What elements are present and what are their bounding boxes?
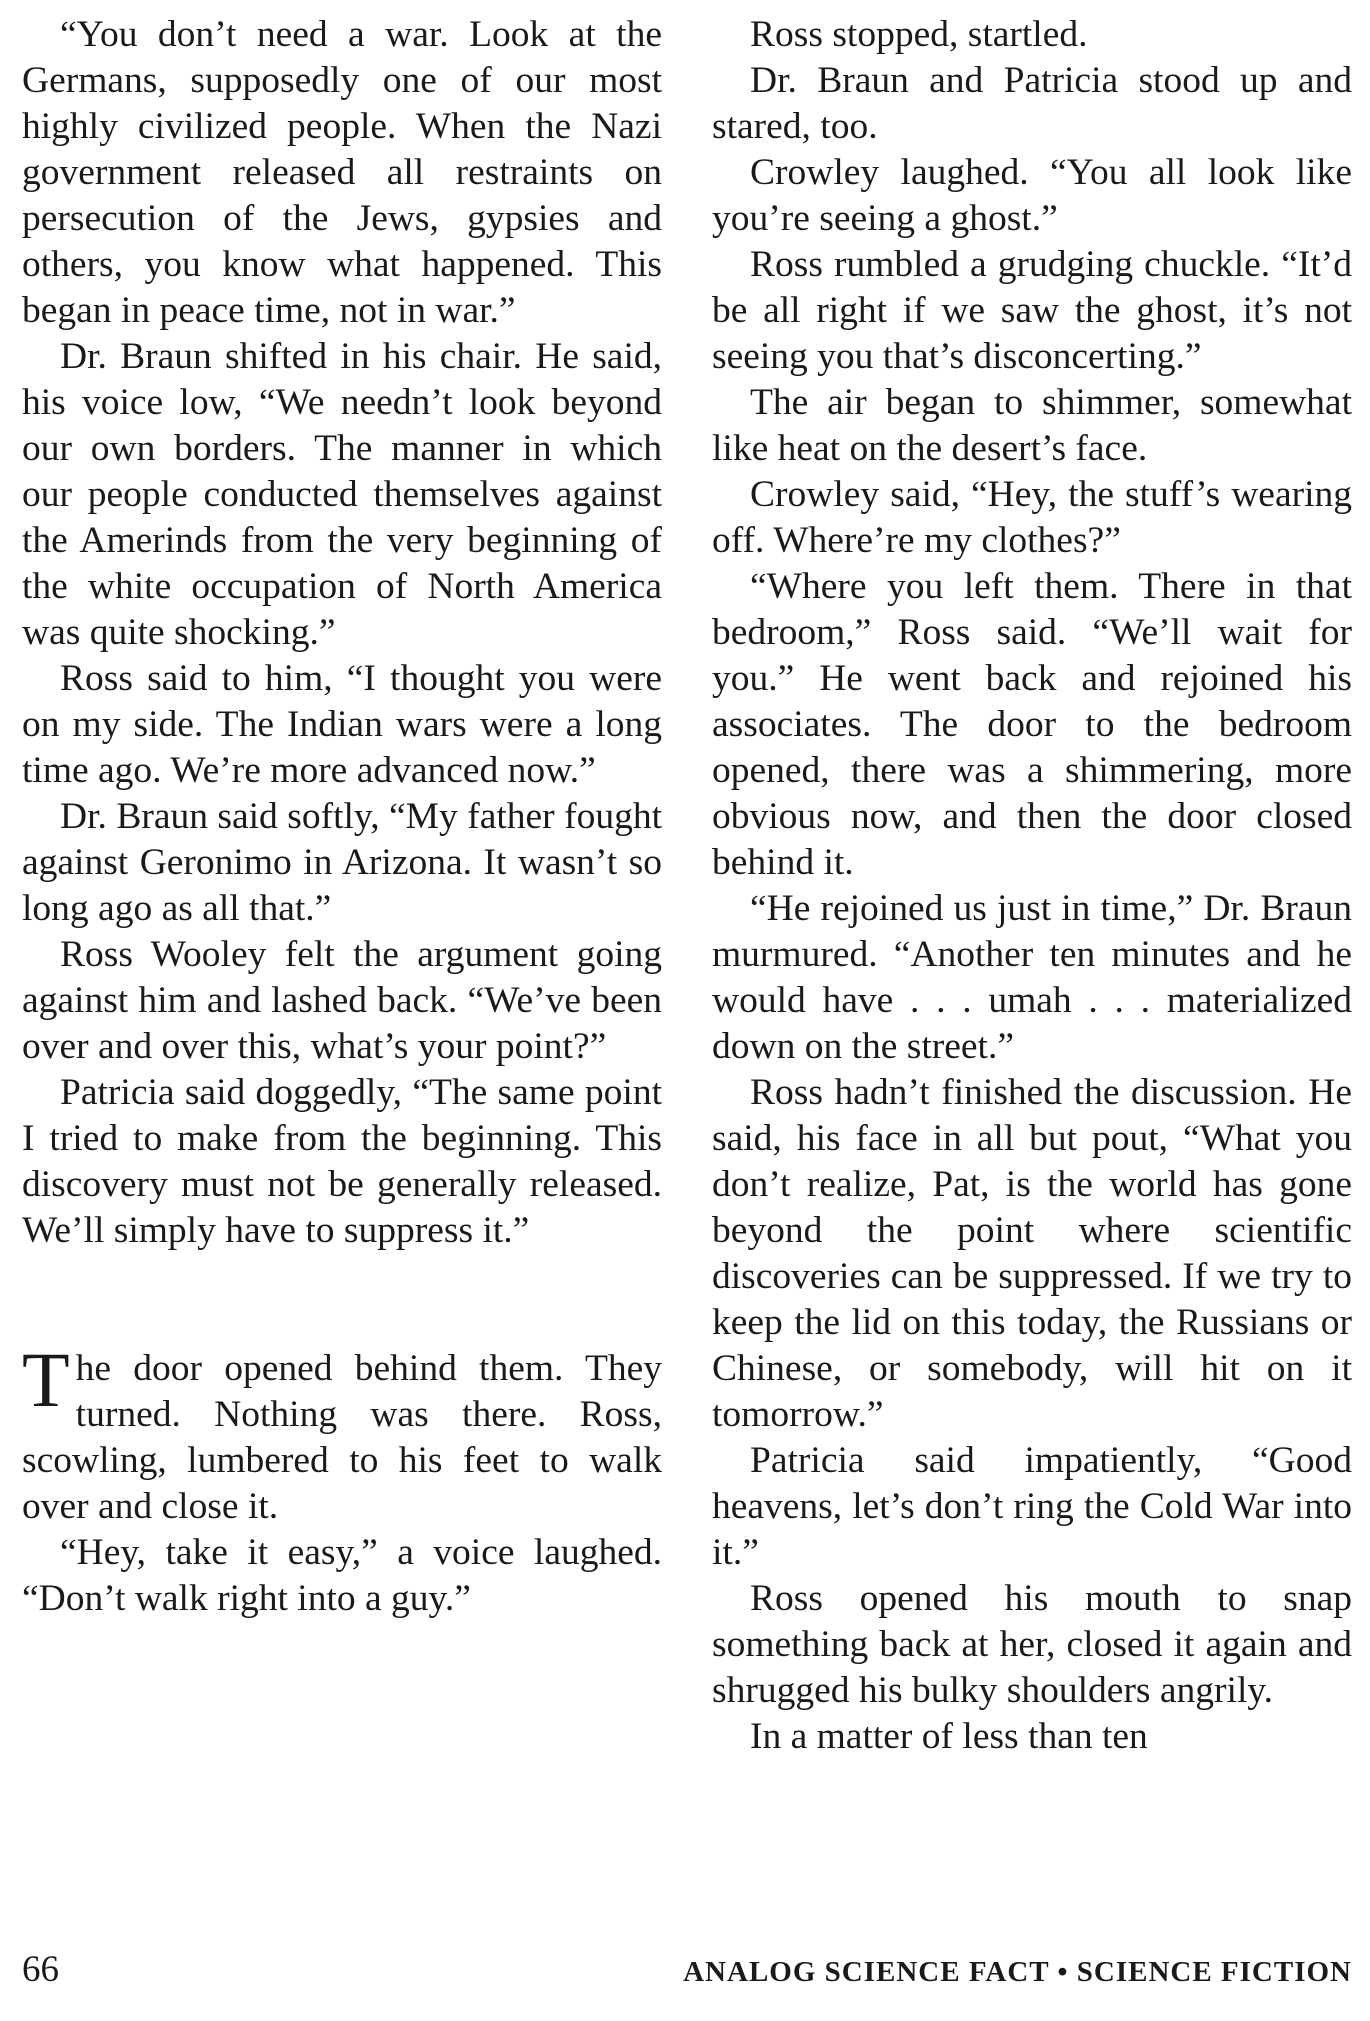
paragraph: In a matter of less than ten	[750, 1716, 1148, 1757]
paragraph: Ross stopped, startled.	[750, 14, 1088, 55]
left-column	[22, 12, 662, 1622]
paragraph: Dr. Braun shifted in his chair. He said, his voice low, “We needn’t look beyond our own borders. The manner in which our people conducted themselves against the Amerinds from the very beginning of the white occupation of North America was quite shocking.”	[22, 336, 662, 653]
paragraph: Ross said to him, “I thought you were on my side. The Indian wars were a long time ago. We’re more advanced now.”	[22, 658, 662, 791]
paragraph: Dr. Braun and Patricia stood up and stared, too.	[712, 60, 1352, 147]
page-footer	[22, 1948, 1352, 1998]
drop-cap: T	[22, 1336, 70, 1423]
paragraph: The air began to shimmer, somewhat like heat on the desert’s face.	[712, 382, 1352, 469]
paragraph: “He rejoined us just in time,” Dr. Braun murmured. “Another ten minutes and he would have . . . umah . . . materialized down on the street.”	[712, 888, 1352, 1067]
magazine-title: ANALOG SCIENCE FACT • SCIENCE FICTION	[683, 1956, 1352, 1988]
right-column	[712, 12, 1352, 1760]
paragraph: Patricia said doggedly, “The same point I tried to make from the beginning. This discovery must not be generally released. We’ll simply have to suppress it.”	[22, 1072, 662, 1251]
paragraph: Ross rumbled a grudging chuckle. “It’d be all right if we saw the ghost, it’s not seeing you that’s disconcerting.”	[712, 244, 1352, 377]
paragraph: Patricia said impatiently, “Good heavens, let’s don’t ring the Cold War into it.”	[712, 1440, 1352, 1573]
paragraph: Dr. Braun said softly, “My father fought against Geronimo in Arizona. It wasn’t so long ago as all that.”	[22, 796, 662, 929]
paragraph: “You don’t need a war. Look at the Germans, supposedly one of our most highly civilized people. When the Nazi government released all restraints on persecution of the Jews, gypsies and others, you know what happened. This began in peace time, not in war.”	[22, 14, 662, 331]
paragraph: Ross opened his mouth to snap something back at her, closed it again and shrugged his bulky shoulders angrily.	[712, 1578, 1352, 1711]
paragraph: Ross Wooley felt the argument going against him and lashed back. “We’ve been over and over this, what’s your point?”	[22, 934, 662, 1067]
section-opening-paragraph	[22, 1336, 662, 1530]
paragraph: “Hey, take it easy,” a voice laughed. “Don’t walk right into a guy.”	[22, 1532, 662, 1619]
paragraph: Ross hadn’t finished the discussion. He said, his face in all but pout, “What you don’t realize, Pat, is the world has gone beyond the point where scientific discoveries can be suppressed. If we try to keep the lid on this today, the Russians or Chinese, or somebody, will hit on it tomorrow.”	[712, 1072, 1352, 1435]
paragraph: Crowley laughed. “You all look like you’re seeing a ghost.”	[712, 152, 1352, 239]
paragraph: “Where you left them. There in that bedroom,” Ross said. “We’ll wait for you.” He went back and rejoined his associates. The door to the bedroom opened, there was a shimmering, more obvious now, and then the door closed behind it.	[712, 566, 1352, 883]
page-number: 66	[22, 1949, 59, 1990]
paragraph: Crowley said, “Hey, the stuff’s wearing off. Where’re my clothes?”	[712, 474, 1352, 561]
section-opening-text: he door opened behind them. They turned. Nothing was there. Ross, scowling, lumbered to his feet to walk over and close it.	[22, 1348, 662, 1527]
